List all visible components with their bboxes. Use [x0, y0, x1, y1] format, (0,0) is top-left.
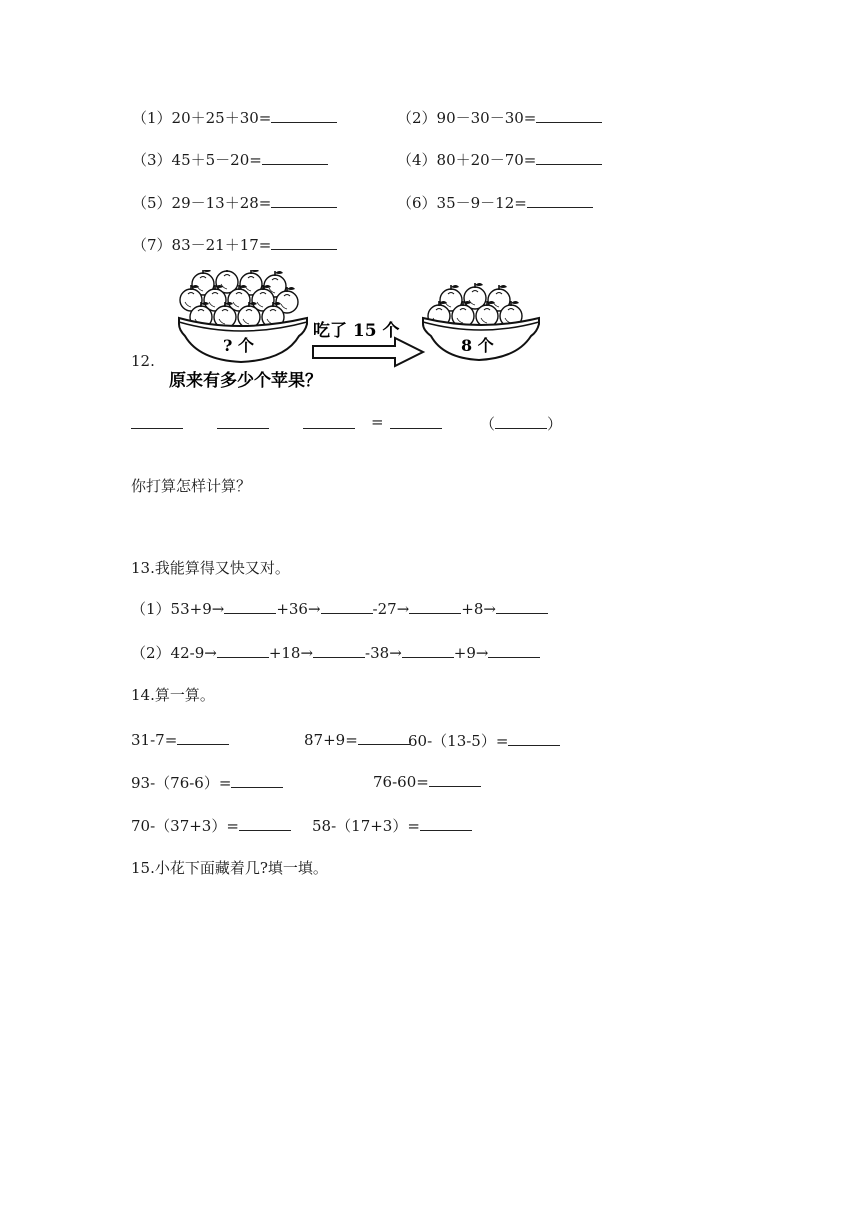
q13-row-2: [131, 642, 540, 663]
equals-sign: =: [371, 413, 384, 431]
unit-blank[interactable]: [495, 414, 547, 429]
answer-blank[interactable]: [239, 816, 291, 831]
answer-blank[interactable]: [262, 150, 328, 165]
q14-item-7: [312, 815, 472, 836]
answer-blank[interactable]: [217, 414, 269, 429]
q13-row-1: [131, 598, 548, 619]
answer-blank[interactable]: [496, 599, 548, 614]
q11-item-6: [397, 192, 593, 213]
q11-item-2-text: （2）90－30－30=: [397, 109, 537, 127]
q11-item-4: [397, 149, 602, 170]
right-bowl-apples: [428, 283, 522, 327]
answer-blank[interactable]: [231, 773, 283, 788]
answer-blank[interactable]: [321, 599, 373, 614]
answer-blank[interactable]: [409, 599, 461, 614]
q11-item-5-text: （5）29－13＋28=: [132, 194, 272, 212]
answer-blank[interactable]: [420, 816, 472, 831]
answer-blank[interactable]: [390, 414, 442, 429]
answer-blank[interactable]: [429, 772, 481, 787]
q14-item-3: [408, 730, 560, 751]
answer-blank[interactable]: [271, 235, 337, 250]
unit-open: （: [480, 415, 496, 433]
q12-number: 12.: [131, 352, 155, 370]
q13-row-1-step-1: +36→: [276, 600, 321, 618]
picture-question: 原来有多少个苹果？: [169, 371, 322, 391]
answer-blank[interactable]: [303, 414, 355, 429]
q11-item-7-text: （7）83－21＋17=: [132, 236, 272, 254]
q13-title: 13.我能算得又快又对。: [131, 559, 290, 577]
q11-item-6-text: （6）35－9－12=: [397, 194, 527, 212]
q11-item-2: [397, 107, 602, 128]
answer-blank[interactable]: [271, 108, 337, 123]
q13-row-2-step-3: +9→: [453, 644, 489, 662]
arrow-label: 吃了 15 个: [313, 321, 400, 341]
apple-bowl-picture: [165, 270, 545, 400]
answer-blank[interactable]: [224, 599, 276, 614]
q14-item-6: [131, 815, 291, 836]
q14-item-1: [131, 730, 229, 749]
q15-title: 15.小花下面藏着几?填一填。: [131, 859, 328, 877]
q14-item-5: [373, 772, 481, 791]
answer-blank[interactable]: [131, 414, 183, 429]
unit-close: ）: [547, 415, 563, 433]
q13-row-2-step-2: -38→: [365, 644, 402, 662]
q11-item-3: [132, 149, 328, 170]
answer-blank[interactable]: [358, 730, 410, 745]
q13-row-1-step-3: +8→: [461, 600, 496, 618]
q11-item-3-text: （3）45＋5－20=: [132, 151, 262, 169]
q14-item-4-text: 93-（76-6）=: [131, 774, 232, 792]
q14-item-2: [304, 730, 410, 749]
q14-item-3-text: 60-（13-5）=: [408, 732, 509, 750]
q13-row-1-start: （1）53+9→: [131, 600, 225, 618]
q11-item-5: [132, 192, 337, 213]
answer-blank[interactable]: [177, 730, 229, 745]
answer-blank[interactable]: [488, 643, 540, 658]
q14-item-2-text: 87+9=: [304, 731, 358, 749]
q14-title: 14.算一算。: [131, 686, 215, 704]
right-bowl-label: 8 个: [461, 336, 494, 355]
q13-row-1-step-2: -27→: [372, 600, 410, 618]
answer-blank[interactable]: [527, 193, 593, 208]
arrow: [313, 338, 423, 366]
q11-item-1-text: （1）20＋25＋30=: [132, 109, 272, 127]
q13-row-2-step-1: +18→: [268, 644, 314, 662]
answer-blank[interactable]: [536, 150, 602, 165]
answer-blank[interactable]: [536, 108, 602, 123]
unit-bracket: [480, 413, 562, 434]
answer-blank[interactable]: [313, 643, 365, 658]
answer-blank[interactable]: [217, 643, 269, 658]
q13-row-2-start: （2）42-9→: [131, 644, 217, 662]
q14-item-5-text: 76-60=: [373, 773, 429, 791]
answer-blank[interactable]: [402, 643, 454, 658]
answer-blank[interactable]: [271, 193, 337, 208]
q12-followup: 你打算怎样计算？: [131, 477, 252, 495]
q11-item-7: [132, 234, 337, 255]
left-bowl-label: ? 个: [223, 336, 254, 355]
q14-item-6-text: 70-（37+3）=: [131, 817, 239, 835]
q14-item-7-text: 58-（17+3）=: [312, 817, 420, 835]
q11-item-1: [132, 107, 337, 128]
q14-item-4: [131, 772, 283, 793]
answer-blank[interactable]: [508, 731, 560, 746]
q11-item-4-text: （4）80＋20－70=: [397, 151, 537, 169]
left-bowl-apples: [180, 270, 298, 328]
q14-item-1-text: 31-7=: [131, 731, 178, 749]
